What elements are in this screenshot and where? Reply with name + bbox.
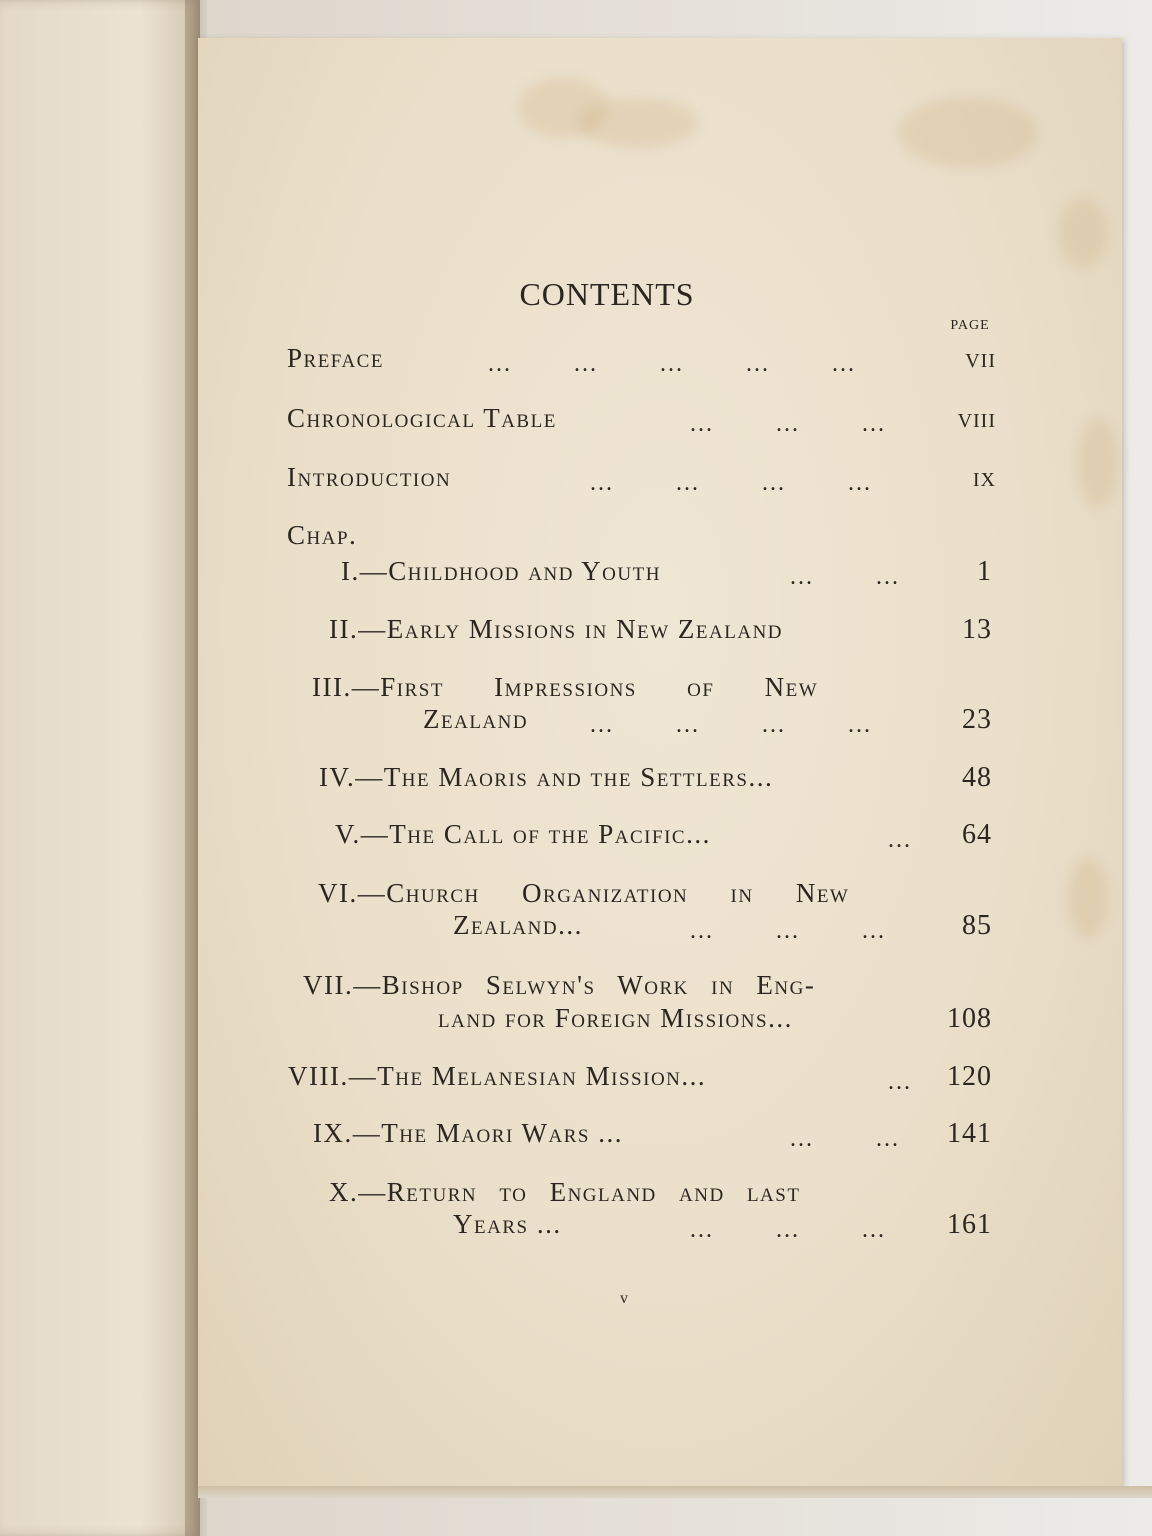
chapter-number: IV.— xyxy=(319,762,384,792)
toc-leader: ... ... ... ... ... xyxy=(488,351,856,377)
toc-chapter-10-continued: Years ... xyxy=(453,1209,562,1239)
chapter-title: The Call of the Pacific... xyxy=(389,819,711,849)
chapter-number: VI.— xyxy=(318,878,387,908)
chapter-page: 13 xyxy=(962,614,992,645)
toc-chapter-7-continued: land for Foreign Missions... xyxy=(438,1003,793,1033)
toc-leader: ... ... xyxy=(790,564,900,590)
page-folio: v xyxy=(620,1290,628,1307)
chapter-title: The Maori Wars ... xyxy=(381,1118,623,1148)
chapter-page: 85 xyxy=(962,910,992,941)
toc-chapter-4 xyxy=(319,762,773,793)
toc-entry-introduction-page: ix xyxy=(972,462,996,493)
chapter-page: 108 xyxy=(947,1003,992,1034)
toc-leader: ... ... ... xyxy=(690,411,886,437)
toc-chapter-10 xyxy=(329,1177,800,1208)
chapter-page: 64 xyxy=(962,819,992,850)
chapter-page: 1 xyxy=(977,556,992,587)
foxing-stain xyxy=(1078,418,1118,508)
chapter-title: Early Missions in New Zealand xyxy=(386,614,784,644)
chapter-title: The Maoris and the Settlers... xyxy=(383,762,774,792)
toc-leader: ... xyxy=(888,827,912,853)
chapter-number: II.— xyxy=(329,614,387,644)
toc-leader: ... ... ... xyxy=(690,1217,886,1243)
chapter-title: The Melanesian Mission... xyxy=(377,1061,707,1091)
page-column-label: PAGE xyxy=(950,318,990,333)
toc-chapter-2 xyxy=(329,614,783,645)
toc-chapter-7 xyxy=(303,970,815,1001)
chap-label: Chap. xyxy=(287,520,358,550)
chapter-title: Bishop Selwyn's Work in Eng- xyxy=(381,970,816,1000)
chapter-page: 161 xyxy=(947,1209,992,1240)
chapter-number: VIII.— xyxy=(288,1061,378,1091)
foxing-stain xyxy=(898,98,1038,168)
chapter-title: Return to England and last xyxy=(386,1177,801,1207)
chapter-title: First Impressions of New xyxy=(380,672,819,702)
chapter-number: IX.— xyxy=(313,1118,382,1148)
toc-chapter-6 xyxy=(318,878,849,909)
toc-entry-chronological-table-page: viii xyxy=(957,403,996,434)
foxing-stain xyxy=(1068,858,1108,938)
foxing-stain xyxy=(578,98,698,148)
toc-entry-preface-title: Preface xyxy=(287,343,384,373)
toc-chapter-6-continued: Zealand... xyxy=(453,910,583,940)
chapter-number: III.— xyxy=(312,672,381,702)
toc-chapter-1 xyxy=(341,556,661,587)
toc-entry-preface-page: vii xyxy=(965,343,996,374)
foxing-stain xyxy=(1058,198,1108,268)
page-bottom-edge xyxy=(198,1486,1152,1498)
toc-leader: ... ... xyxy=(790,1126,900,1152)
chapter-number: X.— xyxy=(329,1177,387,1207)
toc-chapter-3 xyxy=(312,672,818,703)
toc-entry-chronological-table-title: Chronological Table xyxy=(287,403,557,433)
chapter-title: Childhood and Youth xyxy=(388,556,661,586)
toc-chapter-5 xyxy=(335,819,711,850)
left-page-edge xyxy=(0,0,200,1536)
toc-leader: ... ... ... ... xyxy=(590,470,872,496)
chapter-number: I.— xyxy=(341,556,389,586)
page-title: CONTENTS xyxy=(519,276,695,312)
chapter-page: 23 xyxy=(962,704,992,735)
toc-chapter-8 xyxy=(288,1061,706,1092)
toc-entry-introduction-title: Introduction xyxy=(287,462,452,492)
toc-leader: ... ... ... xyxy=(690,918,886,944)
chapter-number: V.— xyxy=(335,819,390,849)
toc-chapter-9 xyxy=(313,1118,623,1149)
toc-chapter-3-continued: Zealand xyxy=(423,704,529,734)
chapter-title: Church Organization in New xyxy=(386,878,850,908)
chapter-number: VII.— xyxy=(303,970,382,1000)
chapter-page: 48 xyxy=(962,762,992,793)
chapter-page: 120 xyxy=(947,1061,992,1092)
toc-leader: ... ... ... ... xyxy=(590,712,872,738)
chapter-page: 141 xyxy=(947,1118,992,1149)
toc-leader: ... xyxy=(888,1069,912,1095)
